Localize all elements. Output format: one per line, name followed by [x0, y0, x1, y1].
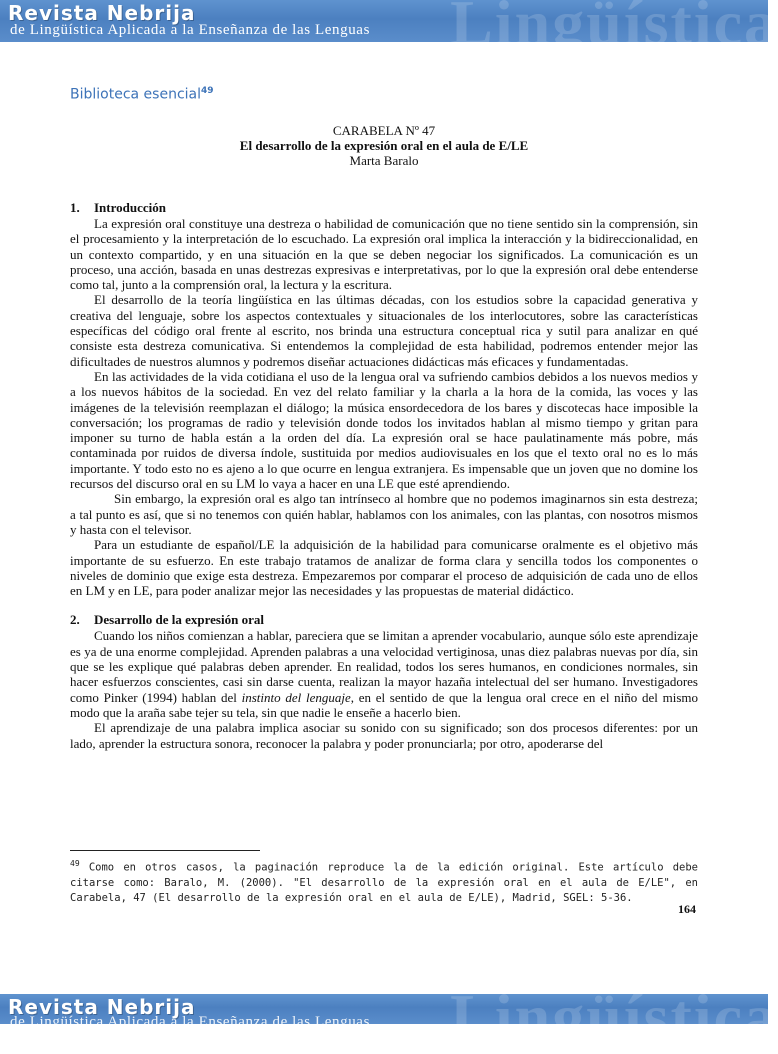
- banner-watermark: Lingüística: [450, 981, 778, 1052]
- journal-subtitle: de Lingüística Aplicada a la Enseñanza de las Lenguas: [10, 1014, 371, 1030]
- section-number: 2.: [70, 612, 80, 628]
- footnote-reference[interactable]: 49: [201, 86, 214, 96]
- paragraph: La expresión oral constituye una destreza o habilidad de comunicación que no tiene sentido sin la comprensión, sin el procesamiento y la interpretación de lo escuchado. La expresión oral implica la interacción y la bidireccionalidad, en un contexto compartido, y en una situación en la que se deben negociar los significados. La comunicación es un proceso, una acción, basada en unas destrezas expresivas e interpretativas, por lo que la expresión oral debe entenderse como tal, junto a la comprensión oral, la lectura y la escritura.: [70, 216, 698, 293]
- page-number: 164: [678, 902, 696, 916]
- journal-header-banner: [0, 0, 778, 58]
- article-author: Marta Baralo: [349, 153, 419, 168]
- section-label-text: Biblioteca esencial: [70, 86, 202, 103]
- paragraph: [70, 628, 698, 720]
- article-title: El desarrollo de la expresión oral en el aula de E/LE: [239, 138, 529, 153]
- footnote-divider: [70, 850, 260, 851]
- footnote: [70, 856, 698, 906]
- article-body: [70, 200, 698, 751]
- journal-title: Revista Nebrija: [8, 1, 196, 25]
- banner-watermark: Lingüística: [450, 0, 778, 58]
- section-number: 1.: [70, 200, 80, 215]
- paragraph: En las actividades de la vida cotidiana el uso de la lengua oral va sufriendo cambios debidos a los nuevos medios y a los nuevos hábitos de la sociedad. En vez del relato familiar y la charla a la hora de la comida, las voces y las imágenes de la televisión reemplazan el diálogo; la música ensordecedora de los bares y discotecas hace imposible la conversación; los programas de radio y televisión donde todos los invitados hablan al mismo tiempo y gritan para imponer su turno de habla están a la orden del día. La expresión oral se hace paulatinamente más pobre, más contaminada por ruidos de diversa índole, sustituida por medios audiovisuales en los que el texto oral no es lo más importante. Y todo esto no es ajeno a lo que ocurre en lengua extranjera. Es impensable que un joven que no domine los recursos del discurso oral en su LM lo vaya a hacer en una LE que esté aprendiendo.: [70, 368, 698, 492]
- section-heading-text: Introducción: [94, 200, 166, 215]
- section-label: [70, 86, 214, 103]
- section-heading-text: Desarrollo de la expresión oral: [94, 612, 264, 628]
- section-heading-2: [70, 612, 698, 628]
- italic-term: instinto del lenguaje: [241, 689, 351, 705]
- paragraph: El desarrollo de la teoría lingüística en las últimas décadas, con los estudios sobre la capacidad generativa y creativa del lenguaje, sobre los aspectos contextuales y situacionales de los interlocutores, sobre las características específicas del código oral frente al escrito, nos brinda una estructura conceptual rica y sutil para analizar en qué consiste esta destreza comunicativa. Si entendemos la complejidad de esta habilidad, podremos entender mejor las dificultades de nuestros alumnos y podremos diseñar actuaciones didácticas más eficaces y fundamentadas.: [70, 292, 698, 369]
- journal-subtitle: de Lingüística Aplicada a la Enseñanza de las Lenguas: [10, 22, 371, 38]
- footnote-text: Como en otros casos, la paginación reproduce la de la edición original. Este artículo debe citarse como: Baralo, M. (2000). "El desarrollo de la expresión oral en el aula de E/LE", en Carabela, 47 (El desarrollo de la expresión oral en el aula de E/LE), Madrid, SGEL: 5-36.: [70, 861, 698, 904]
- paragraph: Para un estudiante de español/LE la adquisición de la habilidad para comunicarse oralmente es el objetivo más importante de su esfuerzo. En este trabajo tratamos de analizar de forma clara y sencilla todos los componentes o niveles de dominio que exige esta destreza. Empezaremos por comparar el proceso de adquisición de cada uno de ellos en LM y en LE, para poder analizar mejor las necesidades y las propuestas de material didáctico.: [70, 537, 698, 599]
- paragraph-text-tail: , en el sentido de que la lengua oral crece en el niño del mismo modo que la araña sabe tejer su tela, sin que nadie le enseñe a hacerlo bien.: [70, 689, 699, 720]
- section-heading-1: [70, 200, 698, 216]
- journal-footer-banner: [0, 981, 778, 1052]
- journal-title: Revista Nebrija: [8, 995, 196, 1019]
- section-gap: [70, 598, 698, 612]
- footnote-marker: 49: [70, 859, 80, 868]
- paragraph: El aprendizaje de una palabra implica asociar su sonido con su significado; son dos procesos diferentes: por un lado, aprender la estructura sonora, reconocer la palabra y poder pronunciarla; por otro, apoderarse del: [70, 720, 698, 751]
- paragraph-text: Cuando los niños comienzan a hablar, pareciera que se limitan a aprender vocabulario, aunque sólo este aprendizaje es ya de una enorme complejidad. Aprenden palabras a una velocidad vertiginosa, unas diez palabras nuevas por día, sin que se les explique qué palabras deben aprender. En realidad, todos los seres humanos, en condiciones normales, sin hacer esfuerzos conscientes, casi sin darse cuenta, realizan la mayor hazaña intelectual del ser humano. Investigadores como Pinker (1994) hablan del: [70, 628, 698, 705]
- article-series: CARABELA Nº 47: [332, 123, 436, 138]
- paragraph: Sin embargo, la expresión oral es algo tan intrínseco al hombre que no podemos imaginarnos sin esta destreza; a tal punto es así, que si no tenemos con quién hablar, hablamos con los animales, con las plantas, con nosotros mismos y hasta con el televisor.: [70, 491, 698, 537]
